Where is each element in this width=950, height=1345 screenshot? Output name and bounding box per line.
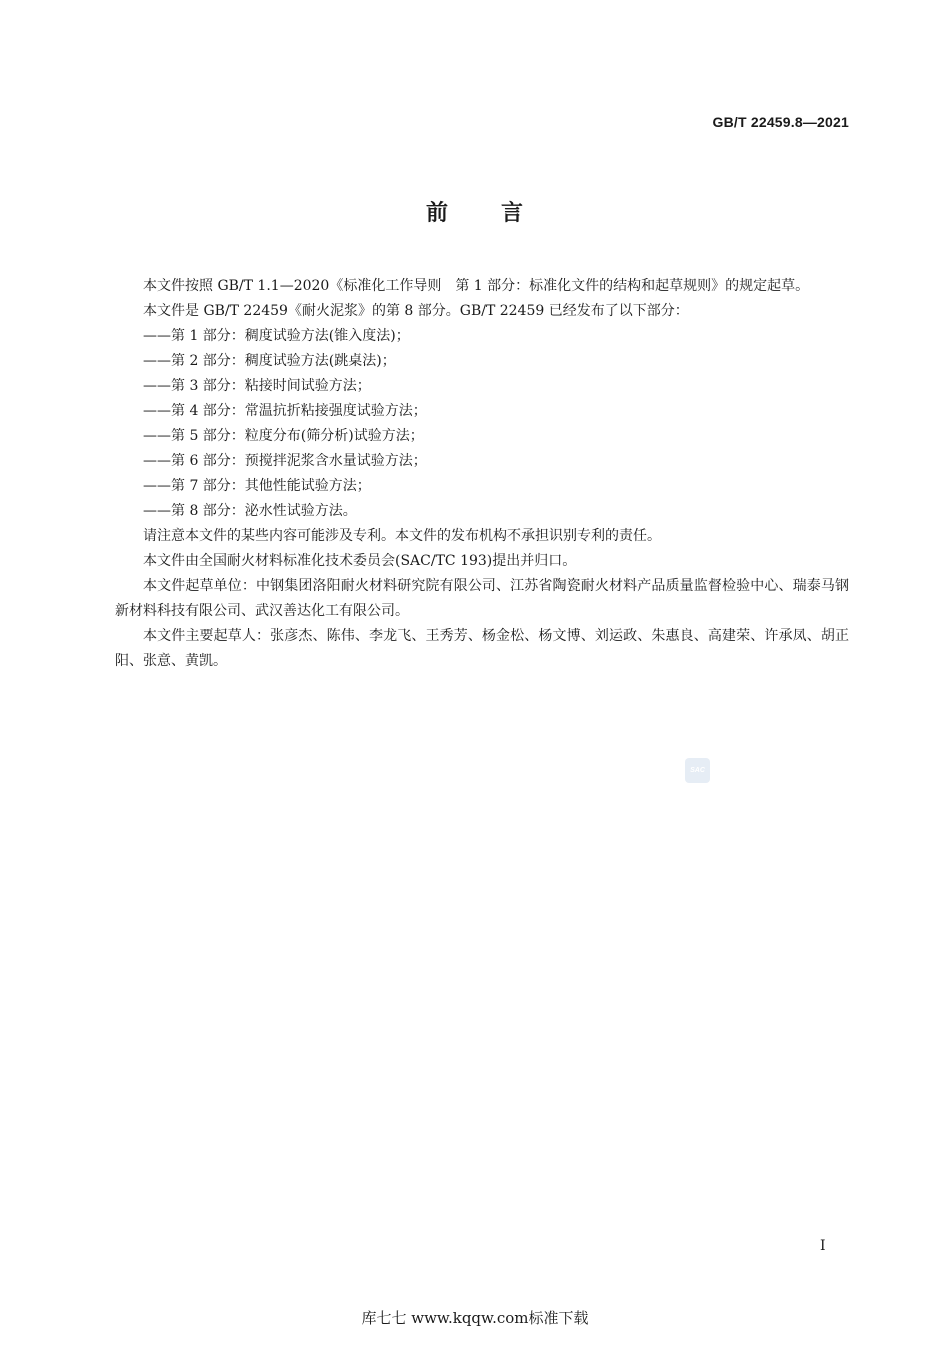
part-list-item: ——第 8 部分：泌水性试验方法。	[143, 503, 357, 519]
title-char-2: 言	[501, 201, 525, 226]
drafters-paragraph: 本文件主要起草人：张彦杰、陈伟、李龙飞、王秀芳、杨金松、杨文博、刘运政、朱惠良、高建荣、许承凤、胡正阳、张意、黄凯。	[115, 628, 849, 669]
part-list-item: ——第 1 部分：稠度试验方法(锥入度法)；	[143, 328, 410, 344]
part-list-item: ——第 5 部分：粒度分布(筛分析)试验方法；	[143, 428, 424, 444]
page-number: I	[820, 1238, 826, 1254]
footer-download-text: 库七七 www.kqqw.com标准下载	[361, 1309, 589, 1327]
part-list-item: ——第 4 部分：常温抗折粘接强度试验方法；	[143, 403, 427, 419]
foreword-body	[115, 274, 849, 674]
title-char-1: 前	[425, 201, 449, 226]
sac-watermark-icon: SAC	[685, 758, 710, 783]
drafting-rule-paragraph: 本文件按照 GB/T 1.1—2020《标准化工作导则 第 1 部分：标准化文件的结构和起草规则》的规定起草。	[143, 278, 810, 294]
patent-notice-paragraph: 请注意本文件的某些内容可能涉及专利。本文件的发布机构不承担识别专利的责任。	[143, 528, 661, 544]
part-list-item: ——第 6 部分：预搅拌泥浆含水量试验方法；	[143, 453, 427, 469]
part-list-item: ——第 2 部分：稠度试验方法(跳桌法)；	[143, 353, 396, 369]
part-list-item: ——第 3 部分：粘接时间试验方法；	[143, 378, 371, 394]
page-title	[0, 196, 950, 227]
part-intro-paragraph: 本文件是 GB/T 22459《耐火泥浆》的第 8 部分。GB/T 22459 已经发布了以下部分：	[143, 303, 689, 319]
drafting-units-paragraph: 本文件起草单位：中钢集团洛阳耐火材料研究院有限公司、江苏省陶瓷耐火材料产品质量监督检验中心、瑞泰马钢新材料科技有限公司、武汉善达化工有限公司。	[115, 578, 849, 619]
proposed-by-paragraph: 本文件由全国耐火材料标准化技术委员会(SAC/TC 193)提出并归口。	[143, 553, 577, 569]
part-list-item: ——第 7 部分：其他性能试验方法；	[143, 478, 371, 494]
standard-number: GB/T 22459.8—2021	[712, 114, 849, 130]
